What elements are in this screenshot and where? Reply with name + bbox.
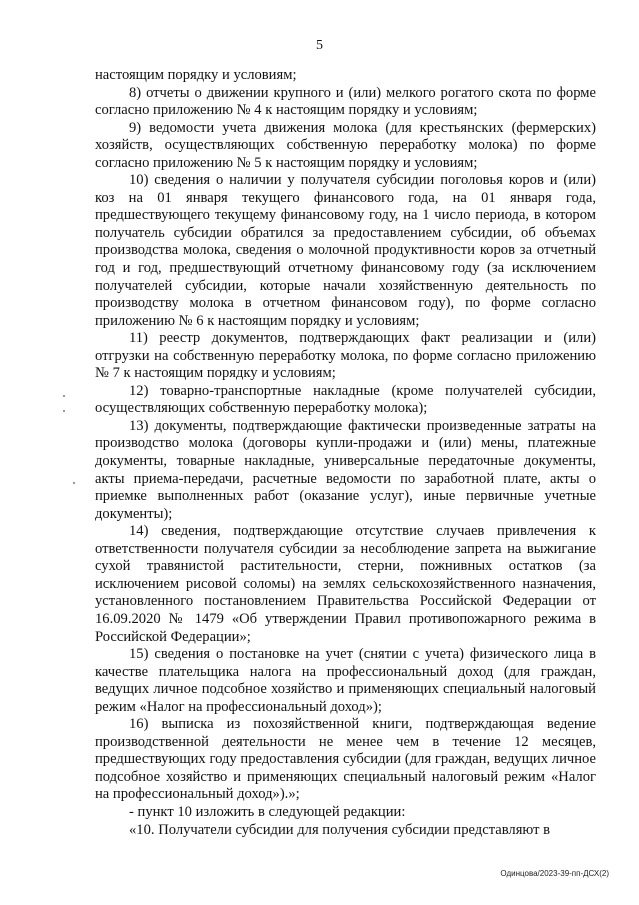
document-body — [95, 67, 596, 839]
paragraph-amendment-instruction: - пункт 10 изложить в следующей редакции: — [129, 803, 406, 820]
paragraph-item-12: 12) товарно-транспортные накладные (кроме получателей субсидии, осуществляющих собственную переработку молока); — [95, 382, 596, 417]
paragraph-0: настоящим порядку и условиям; — [95, 67, 297, 83]
scan-margin-mark — [73, 482, 75, 484]
paragraph-item-14: 14) сведения, подтверждающие отсутствие случаев привлечения к ответственности получателя субсидии за несоблюдение запрета на выжигание сухой травянистой растительности, стерни, пожнивных остатков (за исключением рисовой соломы) на землях сельскохозяйственного назначения, установленного постановлением Правительства Российской Федерации от 16.09.2020 № 1479 «Об утверждении Правил противопожарного режима в Российской Федерации»; — [95, 523, 596, 645]
paragraph-new-clause-10: «10. Получатели субсидии для получения субсидии представляют в — [129, 821, 551, 838]
paragraph-item-8: 8) отчеты о движении крупного и (или) мелкого рогатого скота по форме согласно приложению № 4 к настоящим порядку и условиям; — [95, 84, 596, 119]
paragraph-item-15: 15) сведения о постановке на учет (снятии с учета) физического лица в качестве плательщика налога на профессиональный доход (для граждан, ведущих личное подсобное хозяйство и применяющих специальный налоговый режим «Налог на профессиональный доход»); — [95, 646, 596, 715]
paragraph-item-9: 9) ведомости учета движения молока (для крестьянских (фермерских) хозяйств, осуществляющих собственную переработку молока) по форме согласно приложению № 5 к настоящим порядку и условиям; — [95, 119, 596, 171]
scan-margin-mark — [63, 410, 65, 412]
paragraph-item-13: 13) документы, подтверждающие фактически произведенные затраты на производство молока (договоры купли-продажи и (или) мены, платежные документы, товарные накладные, универсальные передаточные документы, акты приема-передачи, расчетные ведомости по заработной плате, акты о приемке выполненных работ (оказание услуг), иные первичные учетные документы); — [95, 417, 596, 522]
document-footer-code: Одинцова/2023-39-пп-ДСХ(2) — [500, 869, 609, 878]
paragraph-item-11: 11) реестр документов, подтверждающих факт реализации и (или) отгрузки на собственную переработку молока, по форме согласно приложению № 7 к настоящим порядку и условиям; — [95, 330, 596, 382]
page-number: 5 — [316, 38, 323, 53]
paragraph-item-10: 10) сведения о наличии у получателя субсидии поголовья коров и (или) коз на 01 января текущего финансового года, на 01 января года, предшествующего текущему финансовому году, на 1 число периода, в котором получатель субсидии обратился за предоставлением субсидии, об объемах производства молока, сведения о молочной продуктивности коров за отчетный год и год, предшествующий отчетному финансовому году (за исключением получателей субсидии, которые начали хозяйственную деятельность по производству молока в отчетном финансовом году), по форме согласно приложению № 6 к настоящим порядку и условиям; — [95, 172, 596, 329]
scan-margin-mark — [63, 395, 65, 397]
paragraph-item-16: 16) выписка из похозяйственной книги, подтверждающая ведение производственной деятельности не менее чем в течение 12 месяцев, предшествующих году предоставления субсидии (для граждан, ведущих личное подсобное хозяйство и применяющих специальный налоговый режим «Налог на профессиональный доход»).»; — [95, 716, 596, 803]
